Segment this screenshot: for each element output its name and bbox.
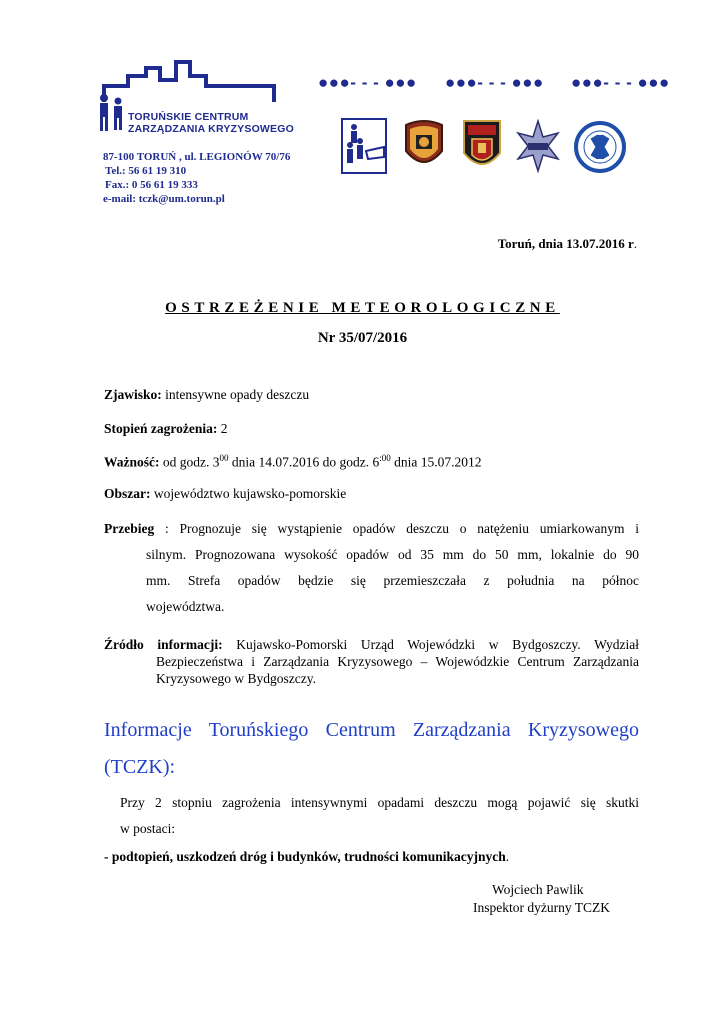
tczk-info-heading	[104, 712, 639, 786]
fire-brigade-emblem-icon	[400, 117, 448, 175]
city-guard-emblem-icon	[458, 117, 506, 175]
zrodlo-continuation	[104, 653, 639, 687]
document-title	[0, 300, 725, 317]
effects-text: - podtopień, uszkodzeń dróg i budynków, trudności komunikacyjnych	[104, 849, 506, 864]
family-protection-emblem-icon	[340, 117, 388, 175]
zrodlo-section	[104, 636, 639, 687]
field-obszar	[104, 486, 346, 502]
police-emblem-icon	[514, 117, 562, 175]
effects-list	[104, 849, 509, 865]
field-zjawisko	[104, 387, 309, 403]
stopien-value: 2	[220, 421, 228, 436]
obszar-value: województwo kujawsko-pomorskie	[153, 486, 347, 501]
waznosc-part3: dnia 15.07.2012	[394, 454, 482, 470]
skutki-line2: w postaci:	[120, 821, 176, 836]
przebieg-line1	[104, 516, 639, 542]
skutki-paragraph	[120, 790, 639, 842]
waznosc-part2: dnia 14.07.2016 do godz. 6	[231, 454, 380, 470]
przebieg-line3: mm. Strefa opadów będzie się przemieszczała z południa na północ	[146, 573, 639, 588]
org-name	[128, 111, 294, 135]
stopien-label: Stopień zagrożenia:	[104, 421, 218, 436]
address-line: 87-100 TORUŃ , ul. LEGIONÓW 70/76	[103, 151, 291, 163]
zrodlo-line3: Kryzysowego w Bydgoszczy.	[156, 671, 316, 686]
waznosc-label: Ważność:	[104, 454, 160, 470]
phone-line: Tel.: 56 61 19 310	[105, 165, 187, 177]
field-waznosc	[104, 453, 482, 471]
fax-line: Fax.: 0 56 61 19 333	[105, 179, 198, 191]
title-text: OSTRZEŻENIE METEOROLOGICZNE	[165, 300, 560, 316]
zjawisko-label: Zjawisko:	[104, 387, 162, 402]
waznosc-sup2: :00	[379, 453, 391, 463]
date-suffix: .	[633, 236, 637, 251]
effects-suffix: .	[505, 849, 510, 864]
przebieg-section	[104, 516, 639, 620]
przebieg-line1-text: : Prognozuje się wystąpienie opadów deszczu o natężeniu umiarkowanym i	[165, 521, 639, 536]
signature-name: Wojciech Pawlik	[492, 882, 584, 897]
obszar-label: Obszar:	[104, 486, 151, 501]
waznosc-part1: od godz. 3	[162, 454, 220, 470]
zjawisko-value: intensywne opady deszczu	[165, 387, 310, 402]
signature-role: Inspektor dyżurny TCZK	[473, 900, 610, 915]
tczk-info-heading-line2: (TCZK):	[104, 756, 176, 778]
medical-rescue-emblem-icon	[574, 117, 622, 175]
tczk-info-heading-line1: Informacje Toruńskiego Centrum Zarządzania Kryzysowego	[104, 719, 639, 741]
zrodlo-label: Źródło informacji:	[104, 637, 223, 652]
warning-number: Nr 35/07/2016	[317, 330, 408, 346]
przebieg-label: Przebieg	[104, 521, 155, 536]
dots-decoration-2: ●●●- - - ●●●	[445, 73, 544, 92]
zrodlo-line1-text: Kujawsko-Pomorski Urząd Wojewódzki w Bydgoszczy. Wydział	[236, 637, 639, 652]
przebieg-continuation	[104, 542, 639, 620]
org-name-line2: ZARZĄDZANIA KRYZYSOWEGO	[128, 123, 294, 135]
email-line: e-mail: tczk@um.torun.pl	[103, 193, 225, 205]
waznosc-sup1: 00	[219, 453, 229, 463]
date-text: Toruń, dnia 13.07.2016 r	[497, 236, 634, 251]
zrodlo-line2: Bezpieczeństwa i Zarządzania Kryzysowego – Wojewódzkie Centrum Zarządzania	[156, 654, 639, 669]
document-date	[498, 236, 637, 252]
przebieg-line4: województwa.	[146, 599, 225, 614]
dots-decoration-3: ●●●- - - ●●●	[571, 73, 670, 92]
contact-block	[103, 150, 290, 206]
skutki-line1: Przy 2 stopniu zagrożenia intensywnymi opadami deszczu mogą pojawić się skutki	[120, 795, 639, 810]
field-stopien	[104, 421, 228, 437]
org-name-line1: TORUŃSKIE CENTRUM	[128, 111, 249, 123]
dots-decoration-1: ●●●- - - ●●●	[318, 73, 417, 92]
zrodlo-line1	[104, 636, 639, 653]
przebieg-line2: silnym. Prognozowana wysokość opadów od 35 mm do 50 mm, lokalnie do 90	[146, 547, 639, 562]
